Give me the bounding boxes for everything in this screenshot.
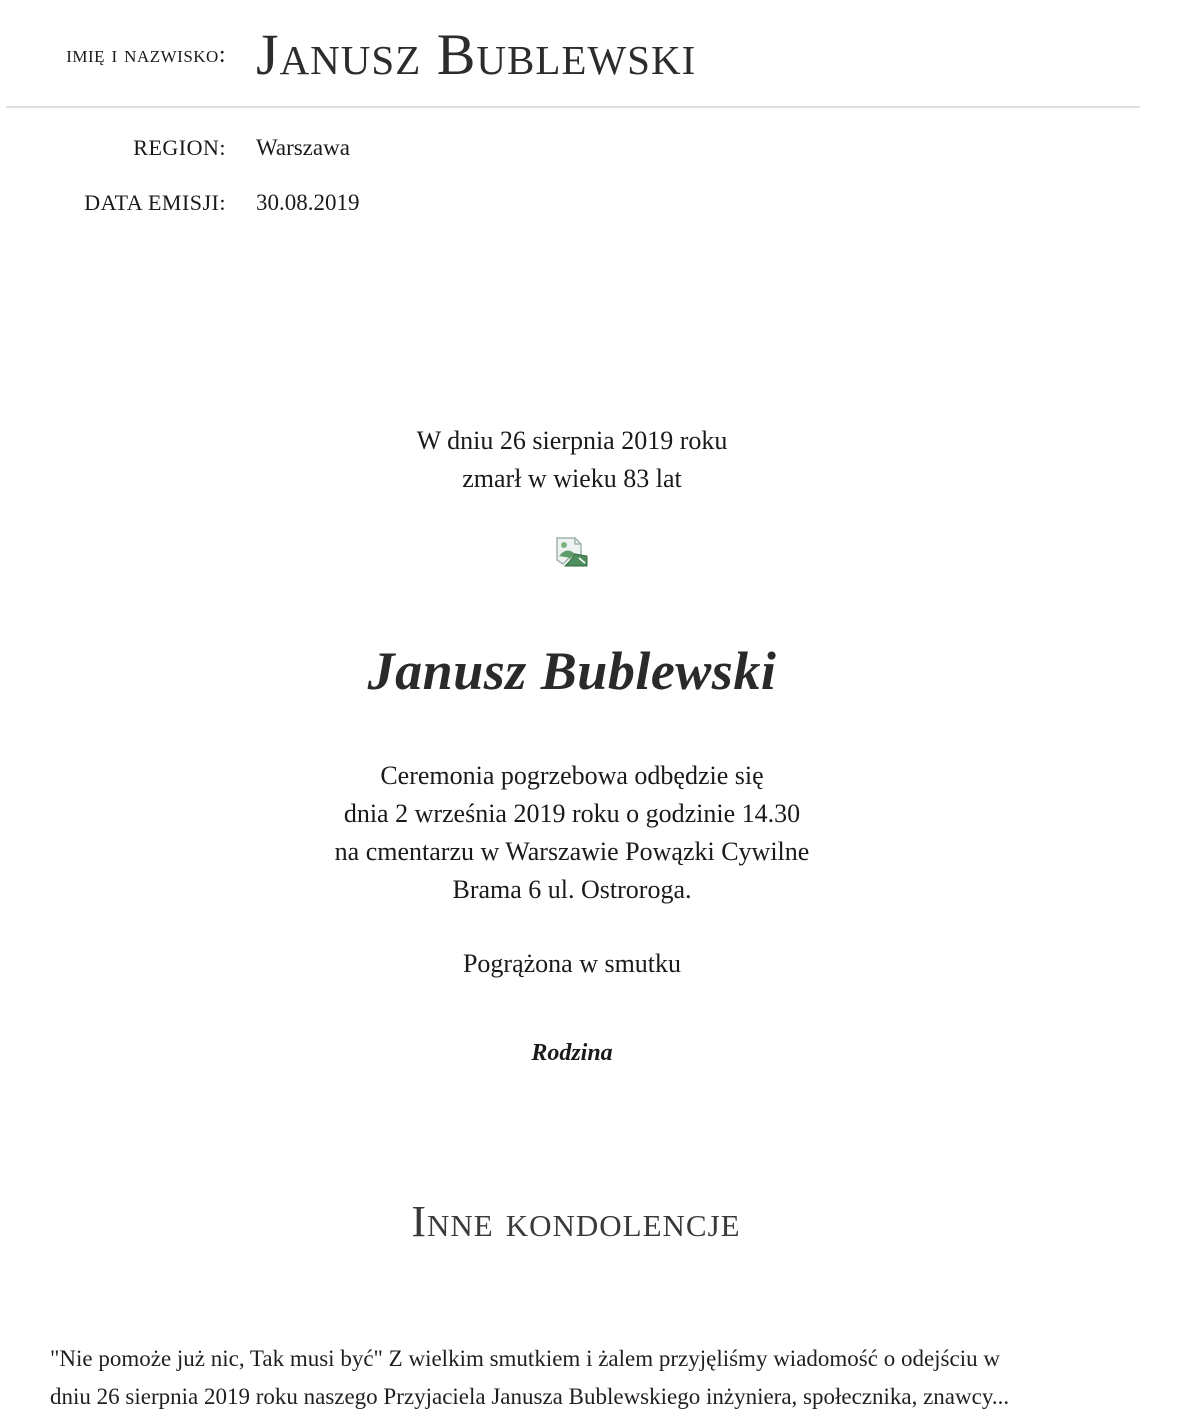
ceremony-line: na cmentarzu w Warszawie Powązki Cywilne <box>334 837 810 866</box>
date-row <box>30 190 360 216</box>
death-notice-line: W dniu 26 sierpnia 2019 roku <box>416 426 728 455</box>
condolence-text-line: "Nie pomoże już nic, Tak musi być" Z wielkim smutkiem i żalem przyjęliśmy wiadomość o odejściu w <box>50 1346 1000 1371</box>
ceremony-info <box>0 757 1144 909</box>
deceased-name: Janusz Bublewski <box>367 641 777 701</box>
death-notice-line: zmarł w wieku 83 lat <box>462 464 682 493</box>
date-value: 30.08.2019 <box>256 190 360 215</box>
name-value: Janusz Bublewski <box>256 22 697 87</box>
condolences-heading: Inne kondolencje <box>411 1197 741 1246</box>
name-label: imię i nazwisko: <box>66 41 226 68</box>
condolence-item[interactable] <box>50 1340 1150 1416</box>
ceremony-line: Ceremonia pogrzebowa odbędzie się <box>380 761 764 790</box>
condolence-text-line: dniu 26 sierpnia 2019 roku naszego Przyjaciela Janusza Bublewskiego inżyniera, społecznika, znawcy... <box>50 1384 1010 1409</box>
death-notice <box>0 422 1144 498</box>
region-value: Warszawa <box>256 135 350 160</box>
region-row <box>30 135 350 161</box>
ceremony-line: dnia 2 września 2019 roku o godzinie 14.30 <box>343 799 801 828</box>
header-divider <box>6 106 1140 108</box>
date-label: DATA EMISJI: <box>84 190 226 215</box>
region-label: REGION: <box>133 135 226 160</box>
name-row <box>30 20 696 90</box>
family-signature: Rodzina <box>531 1040 613 1066</box>
mourners-text: Pogrążona w smutku <box>462 949 682 978</box>
broken-image-icon <box>555 536 589 568</box>
ceremony-line: Brama 6 ul. Ostroroga. <box>452 875 692 904</box>
